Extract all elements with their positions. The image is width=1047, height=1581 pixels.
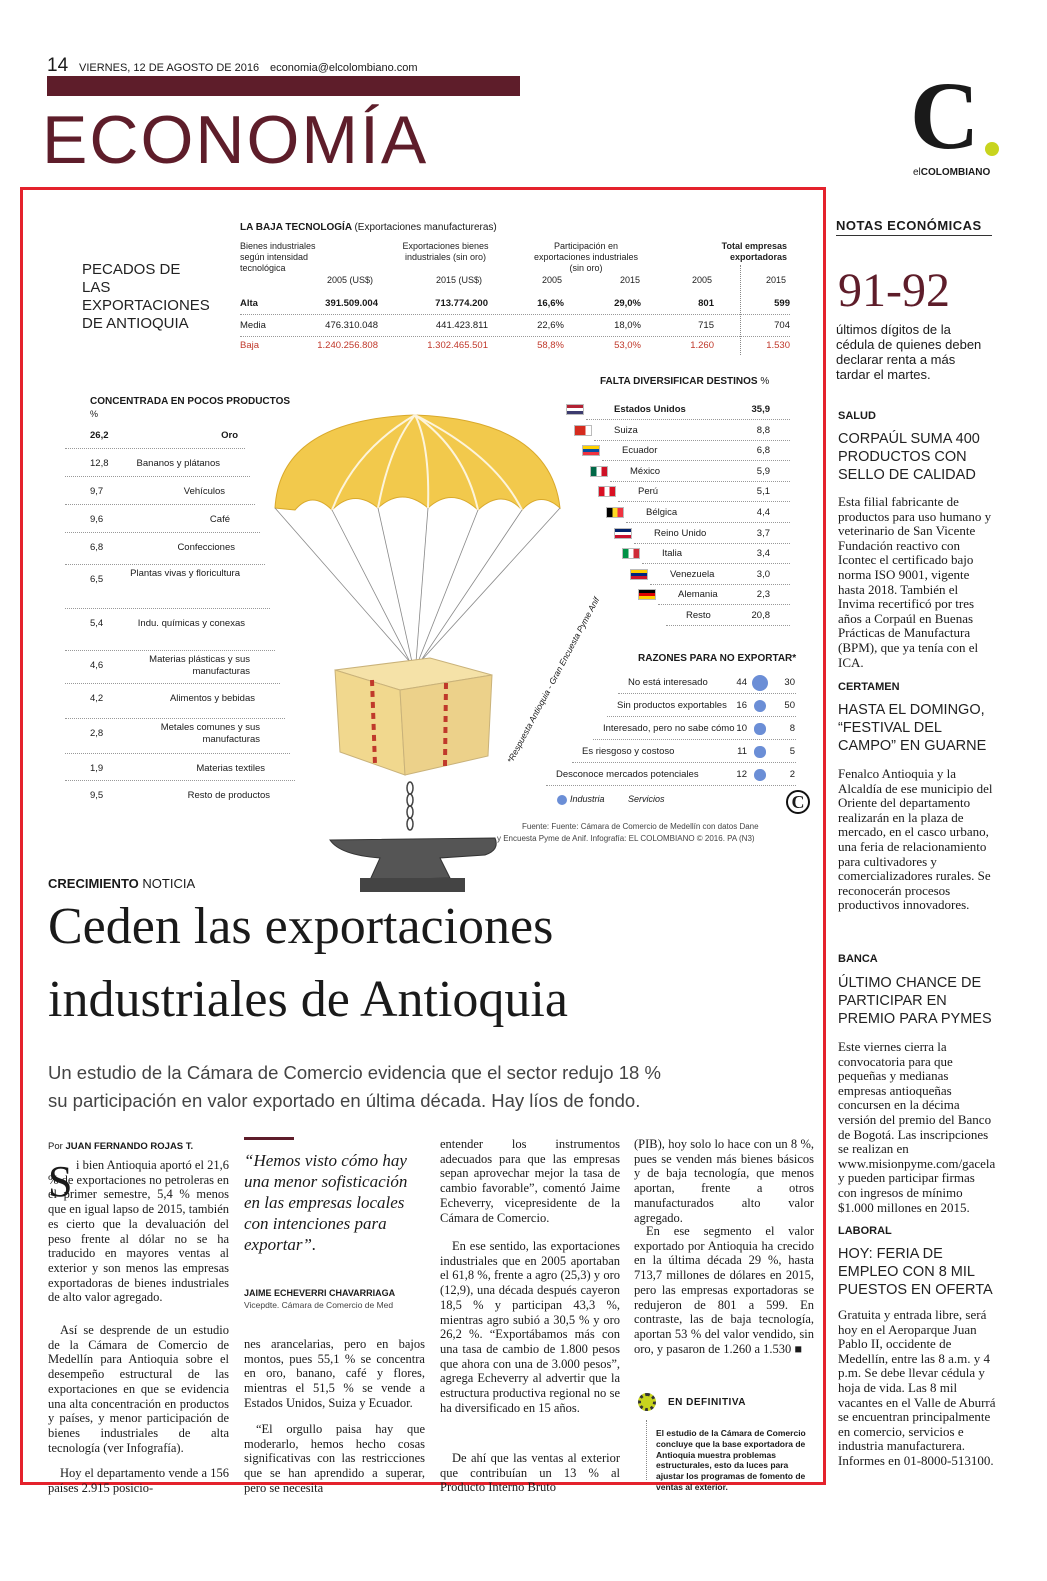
reason-divider <box>546 785 796 786</box>
product-label: Materias textiles <box>196 763 265 774</box>
logo-c: C <box>910 62 980 169</box>
low-tech-cell: 704 <box>774 320 790 331</box>
article-headline-1: Ceden las exportaciones <box>48 898 554 955</box>
pull-quote: “Hemos visto cómo hay una menor sofisticación en las empresas locales con intenciones para exportar”. <box>244 1151 408 1254</box>
destination-divider <box>626 522 790 523</box>
sidebar-big-text: últimos dígitos de la cédula de quienes deben declarar renta a más tardar el martes. <box>836 322 982 382</box>
sidebar-headline: ÚLTIMO CHANCE DE PARTICIPAR EN PREMIO PARA PYMES <box>838 975 992 1027</box>
col1-p3: Hoy el departamento vende a 156 países 2.915 posicio- <box>48 1466 229 1495</box>
product-value: 5,4 <box>90 618 104 629</box>
quote-role: Vicepdte. Cámara de Comercio de Med <box>244 1300 394 1310</box>
low-tech-cell: 22,6% <box>537 320 564 331</box>
flag-icon <box>566 404 584 415</box>
section-title: ECONOMÍA <box>42 102 429 178</box>
low-tech-cell: 1.302.465.501 <box>427 340 488 351</box>
low-tech-col1: Bienes industriales según intensidad tecnológica <box>240 241 316 273</box>
product-divider <box>65 608 270 609</box>
reason-servicios: 30 <box>784 677 795 688</box>
product-label: Confecciones <box>177 542 235 553</box>
reason-label: No está interesado <box>628 677 708 688</box>
low-tech-col2-year: 2015 (US$) <box>436 275 483 285</box>
destination-value: 8,8 <box>756 424 770 436</box>
destination-value: 4,4 <box>756 507 770 518</box>
low-tech-cell: 476.310.048 <box>325 320 378 331</box>
destination-value: 20,8 <box>751 610 770 621</box>
low-tech-col2: Exportaciones bienes industriales (sin oro) <box>402 241 489 262</box>
low-tech-cell: Baja <box>240 340 260 351</box>
product-label: Oro <box>221 430 238 441</box>
flag-icon <box>638 589 656 600</box>
destination-country: Suiza <box>614 424 638 436</box>
destination-country: Perú <box>638 486 659 498</box>
flag-icon <box>630 569 648 580</box>
product-value: 4,2 <box>90 693 104 704</box>
destination-value: 6,8 <box>756 445 770 457</box>
quote-rule <box>244 1137 294 1140</box>
low-tech-cell: Media <box>240 320 266 331</box>
low-tech-cell: 53,0% <box>614 340 641 351</box>
col2-p2: “El orgullo paisa hay que moderarlo, hemos hecho cosas significativas con las restricciones que se han aprendido a superar, pero se necesita <box>244 1422 425 1495</box>
box-icon <box>335 658 492 775</box>
infographic-logo: C <box>786 790 810 814</box>
low-tech-cell: 18,0% <box>614 320 641 331</box>
sidebar-title: NOTAS ECONÓMICAS <box>836 218 982 233</box>
definitiva-rule <box>646 1420 647 1480</box>
page-number: 14 <box>47 55 69 76</box>
destination-value: 3,0 <box>756 568 770 580</box>
destination-value: 5,9 <box>756 465 770 477</box>
destination-divider <box>594 440 790 441</box>
flag-icon <box>582 445 600 456</box>
reason-label: Sin productos exportables <box>617 700 727 711</box>
destination-divider <box>650 584 790 585</box>
destination-country: México <box>630 465 661 477</box>
sidebar-headline: HOY: FERIA DE EMPLEO CON 8 MIL PUESTOS EN OFERTA <box>838 1246 993 1298</box>
product-value: 9,7 <box>90 486 104 497</box>
product-label: Plantas vivas y floricultura <box>130 568 240 579</box>
reason-label: Interesado, pero no sabe cómo <box>603 723 735 734</box>
sidebar-title-rule <box>836 235 992 236</box>
product-divider <box>65 564 265 565</box>
page-date: VIERNES, 12 DE AGOSTO DE 2016 <box>79 62 260 74</box>
low-tech-cell: 715 <box>698 320 714 331</box>
product-label: Indu. químicas y conexas <box>137 618 245 629</box>
sidebar-tag: LABORAL <box>838 1225 892 1237</box>
reason-dot <box>754 746 765 757</box>
reason-dot <box>754 769 766 781</box>
row-divider <box>240 314 790 315</box>
destination-divider <box>602 460 790 461</box>
reason-industria: 10 <box>736 723 747 734</box>
low-tech-cell: 441.423.811 <box>435 320 488 331</box>
product-label: Materias plásticas y sus manufacturas <box>149 654 250 677</box>
col2-p1: nes arancelarias, pero en bajos montos, pues 55,1 % se concentra en oro, banano, café y flores, mientras el 51,5 % se vende a Estados Unidos, Suiza y Ecuador. <box>244 1337 425 1410</box>
col3-p1: entender los instrumentos adecuados para que las empresas sepan aprovechar mejor la tasa de cambio favorable”, comentó Jaime Echeverry, vicepresidente de la Cámara de Comercio. <box>440 1137 620 1225</box>
article-kicker: CRECIMIENTO NOTICIA <box>48 876 196 891</box>
reason-dot <box>754 723 765 734</box>
product-label: Resto de productos <box>187 790 270 801</box>
product-value: 9,6 <box>90 514 104 525</box>
product-divider <box>65 504 255 505</box>
product-label: Alimentos y bebidas <box>169 693 255 704</box>
sidebar-headline: CORPAÚL SUMA 400 PRODUCTOS CON SELLO DE CALIDAD <box>838 431 980 483</box>
low-tech-cell: 1.260 <box>690 340 714 351</box>
section-email[interactable]: economia@elcolombiano.com <box>270 62 418 74</box>
product-value: 26,2 <box>90 430 109 441</box>
flag-icon <box>606 507 624 518</box>
article-lead-1: Un estudio de la Cámara de Comercio evidencia que el sector redujo 18 % <box>48 1062 661 1083</box>
destination-country: Ecuador <box>622 445 658 457</box>
low-tech-col4-y1: 2005 <box>692 275 713 285</box>
col3-p3: De ahí que las ventas al exterior que contribuían un 13 % al Producto Interno Bruto <box>440 1451 620 1495</box>
reason-label: Es riesgoso y costoso <box>582 746 675 757</box>
concentrated-title: CONCENTRADA EN POCOS PRODUCTOS <box>90 396 291 407</box>
sidebar-tag: BANCA <box>838 953 878 965</box>
logo-name: elCOLOMBIANO <box>913 167 991 178</box>
low-tech-cell: 801 <box>698 298 714 309</box>
low-tech-cell: 29,0% <box>614 298 641 309</box>
flag-icon <box>590 466 608 477</box>
reason-servicios: 2 <box>789 769 795 780</box>
destination-country: Italia <box>662 548 683 560</box>
reason-divider <box>607 716 796 717</box>
product-value: 6,8 <box>90 542 104 553</box>
article-lead-2: su participación en valor exportado en última década. Hay líos de fondo. <box>48 1090 641 1111</box>
low-tech-cell: 713.774.200 <box>435 298 488 309</box>
sidebar-body: Este viernes cierra la convocatoria para que pequeñas y medianas empresas antioqueñas concursen en la décima versión del premio del Banco de Bogotá. Las inscripciones se realizan en www.misionpyme.com/gacela y pueden participar firmas con ingresos de mínimo $1.000 millones en 2015. <box>838 1039 996 1215</box>
row-divider <box>240 336 790 337</box>
destination-country: Bélgica <box>646 507 678 518</box>
destination-value: 3,4 <box>756 548 770 560</box>
low-tech-col4: Total empresas exportadoras <box>721 241 787 262</box>
product-value: 4,6 <box>90 660 104 671</box>
reason-divider <box>572 762 796 763</box>
flag-icon <box>598 486 616 497</box>
reason-servicios: 8 <box>789 723 795 734</box>
sidebar-tag: CERTAMEN <box>838 681 900 693</box>
product-value: 12,8 <box>90 458 109 469</box>
dropcap: S <box>48 1157 73 1206</box>
legend-industria-dot <box>557 795 567 805</box>
destination-value: 35,9 <box>751 404 770 415</box>
product-divider <box>65 683 280 684</box>
byline: Por JUAN FERNANDO ROJAS T. <box>48 1141 194 1152</box>
logo-dot-icon <box>985 142 999 156</box>
definitiva-icon <box>638 1393 656 1411</box>
reason-industria: 12 <box>736 769 747 780</box>
sidebar-tag: SALUD <box>838 410 876 422</box>
legend-industria: Industria <box>570 794 605 804</box>
reason-industria: 44 <box>736 677 747 688</box>
product-label: Metales comunes y sus manufacturas <box>160 722 260 745</box>
flag-icon <box>614 528 632 539</box>
destination-country: Alemania <box>678 589 718 601</box>
header-bar <box>47 76 520 96</box>
col1-first: i bien Antioquia aportó el 21,6 % de exportaciones no petroleras en el primer semestre, 5,4 % menos que en igual lapso de 2015, también es cierto que la devaluación del peso frente al dólar no se ha traducido en mayores ventas al exterior y son menos las empresas exportadoras de bienes industriales de alto valor agregado. <box>48 1158 229 1305</box>
destination-divider <box>586 419 790 420</box>
reasons-title: RAZONES PARA NO EXPORTAR* <box>638 653 797 664</box>
low-tech-cell: 1.240.256.808 <box>317 340 378 351</box>
destination-divider <box>642 563 790 564</box>
source-line-1: Fuente: Fuente: Cámara de Comercio de Medellín con datos Dane <box>522 822 759 831</box>
product-value: 6,5 <box>90 574 104 585</box>
product-label: Bananos y plátanos <box>136 458 220 469</box>
reasons-footnote: *Respuesta Antioquia - Gran Encuesta Pyme Anif <box>505 595 602 765</box>
low-tech-col3-y1: 2005 <box>542 275 563 285</box>
product-value: 9,5 <box>90 790 104 801</box>
sidebar-headline: HASTA EL DOMINGO, “FESTIVAL DEL CAMPO” EN GUARNE <box>838 702 987 754</box>
reason-divider <box>618 693 796 694</box>
reason-industria: 16 <box>736 700 747 711</box>
product-divider <box>65 650 275 651</box>
low-tech-cell: 391.509.004 <box>325 298 378 309</box>
article-headline-2: industriales de Antioquia <box>48 971 568 1028</box>
col4-p1: (PIB), hoy solo lo hace con un 8 %, pues se venden más bienes básicos y de baja tecnología, que menos aportan, frente a otros manufacturados alto valor agregado. <box>634 1137 814 1225</box>
flag-icon <box>622 548 640 559</box>
destination-value: 3,7 <box>756 527 770 539</box>
destination-country: Venezuela <box>670 568 715 580</box>
low-tech-cell: 16,6% <box>537 298 564 309</box>
flag-icon <box>574 425 592 436</box>
product-divider <box>65 718 285 719</box>
low-tech-cell: Alta <box>240 298 258 309</box>
destination-country: Resto <box>686 610 711 621</box>
col4-p2: En ese segmento el valor exportado por Antioquia ha crecido en la última década 29 %, hasta 713,7 millones de dólares en 2015, pero las empresas exportadoras se redujeron de 801 a 599. En contraste, las de baja tecnología, aportan 53 % del valor vendido, sin oro, y pasaron de 1.260 a 1.530 ■ <box>634 1224 814 1356</box>
product-divider <box>65 476 250 477</box>
reason-industria: 11 <box>737 746 747 757</box>
reason-divider <box>593 739 796 740</box>
destination-value: 5,1 <box>756 486 770 498</box>
destination-divider <box>658 604 790 605</box>
destination-divider <box>634 543 790 544</box>
quote-author: JAIME ECHEVERRI CHAVARRIAGA <box>244 1288 396 1298</box>
parachute-canopy-icon <box>275 415 560 510</box>
legend-servicios: Servicios <box>628 794 665 804</box>
source-line-2: y Encuesta Pyme de Anif. Infografía: EL COLOMBIANO © 2016. PA (N3) <box>497 834 755 843</box>
definitiva-title: EN DEFINITIVA <box>668 1397 746 1408</box>
infographic-title: PECADOS DE LAS EXPORTACIONES DE ANTIOQUIA <box>82 261 210 332</box>
col1-p2: Así se desprende de un estudio de la Cámara de Comercio de Medellín para Antioquia sobre el desempeño estructural de las exportaciones en que se evidencia una alta concentración en productos y países, y menor participación de bienes industriales de alta tecnología (ver Infografía). <box>48 1323 229 1455</box>
reason-label: Desconoce mercados potenciales <box>556 769 699 780</box>
definitiva-text: El estudio de la Cámara de Comercio concluye que la base exportadora de Antioquia muestra problemas estructurales, esto da luces para ajustar los programas de fomento de ventas al exterior. <box>656 1428 806 1492</box>
product-value: 2,8 <box>90 728 104 739</box>
destination-country: Reino Unido <box>654 527 707 539</box>
product-divider <box>65 448 245 449</box>
concentrated-unit: % <box>90 409 99 419</box>
reason-servicios: 5 <box>789 746 795 757</box>
reason-servicios: 50 <box>784 700 795 711</box>
low-tech-col3: Participación en exportaciones industriales (sin oro) <box>533 241 639 273</box>
destinations-title: FALTA DIVERSIFICAR DESTINOS % <box>600 376 770 387</box>
low-tech-cell: 58,8% <box>537 340 564 351</box>
destination-divider <box>610 481 790 482</box>
sidebar-body: Esta filial fabricante de productos para uso humano y veterinario de San Vicente Fundación reactivo con Icontec el certificado bajo norma ISO 9001, vigente hasta 2018. También el Invima recertificó por tres años a Corpaúl en Buenas Prácticas de Manufactura (BPM), que ya tenía con el ICA. <box>838 494 992 670</box>
low-tech-cell: 1.530 <box>766 340 790 351</box>
product-divider <box>65 532 260 533</box>
col3-p2: En ese sentido, las exportaciones industriales que en 2005 aportaban el 61,8 %, frente a agro (25,3) y oro (12,9), una década después cayeron 18,5 % y participan 43,3 %, mientras agro subió a 30,5 % y oro 26,2 %. “Exportábamos más con una tasa de cambio de 1.800 pesos que ahora con una de 3.000 pesos”, agrega Echeverry al advertir que la estructura productiva regional no se ha diversificado en 15 años. <box>440 1239 620 1415</box>
product-label: Café <box>209 514 230 525</box>
product-label: Vehículos <box>183 486 225 497</box>
anvil-icon <box>330 838 496 892</box>
destination-divider <box>666 625 790 626</box>
low-tech-cell: 599 <box>774 298 790 309</box>
sidebar-big-number: 91-92 <box>838 264 950 317</box>
low-tech-col3-y2: 2015 <box>620 275 641 285</box>
sidebar-body: Fenalco Antioquia y la Alcaldía de ese municipio del Oriente del departamento realizarán en la plaza de mercado, en el casco urbano, una feria de relacionamiento para cultivadores y comercializadores rurales. Se reconocerán procesos productivos innovadores. <box>838 766 993 913</box>
low-tech-title: LA BAJA TECNOLOGÍA (Exportaciones manufactureras) <box>240 222 497 233</box>
destination-divider <box>618 501 790 502</box>
destination-country: Estados Unidos <box>614 404 686 415</box>
product-divider <box>65 753 290 754</box>
destination-value: 2,3 <box>756 589 770 601</box>
chain-icon <box>407 782 413 830</box>
sidebar-body: Gratuita y entrada libre, será hoy en el Aeroparque Juan Pablo II, occidente de Medellín, entre las 8 a.m. y 4 p.m. Se debe llevar cédula y hoja de vida. Las 8 mil vacantes en el Valle de Aburrá se encuentran principalmente en comercio, servicios e industria manufacturera. Informes en 01-8000-513100. <box>838 1307 996 1468</box>
low-tech-col4-y2: 2015 <box>766 275 787 285</box>
low-tech-col1-year: 2005 (US$) <box>327 275 374 285</box>
product-value: 1,9 <box>90 763 104 774</box>
parachute-lines-icon <box>275 508 560 662</box>
